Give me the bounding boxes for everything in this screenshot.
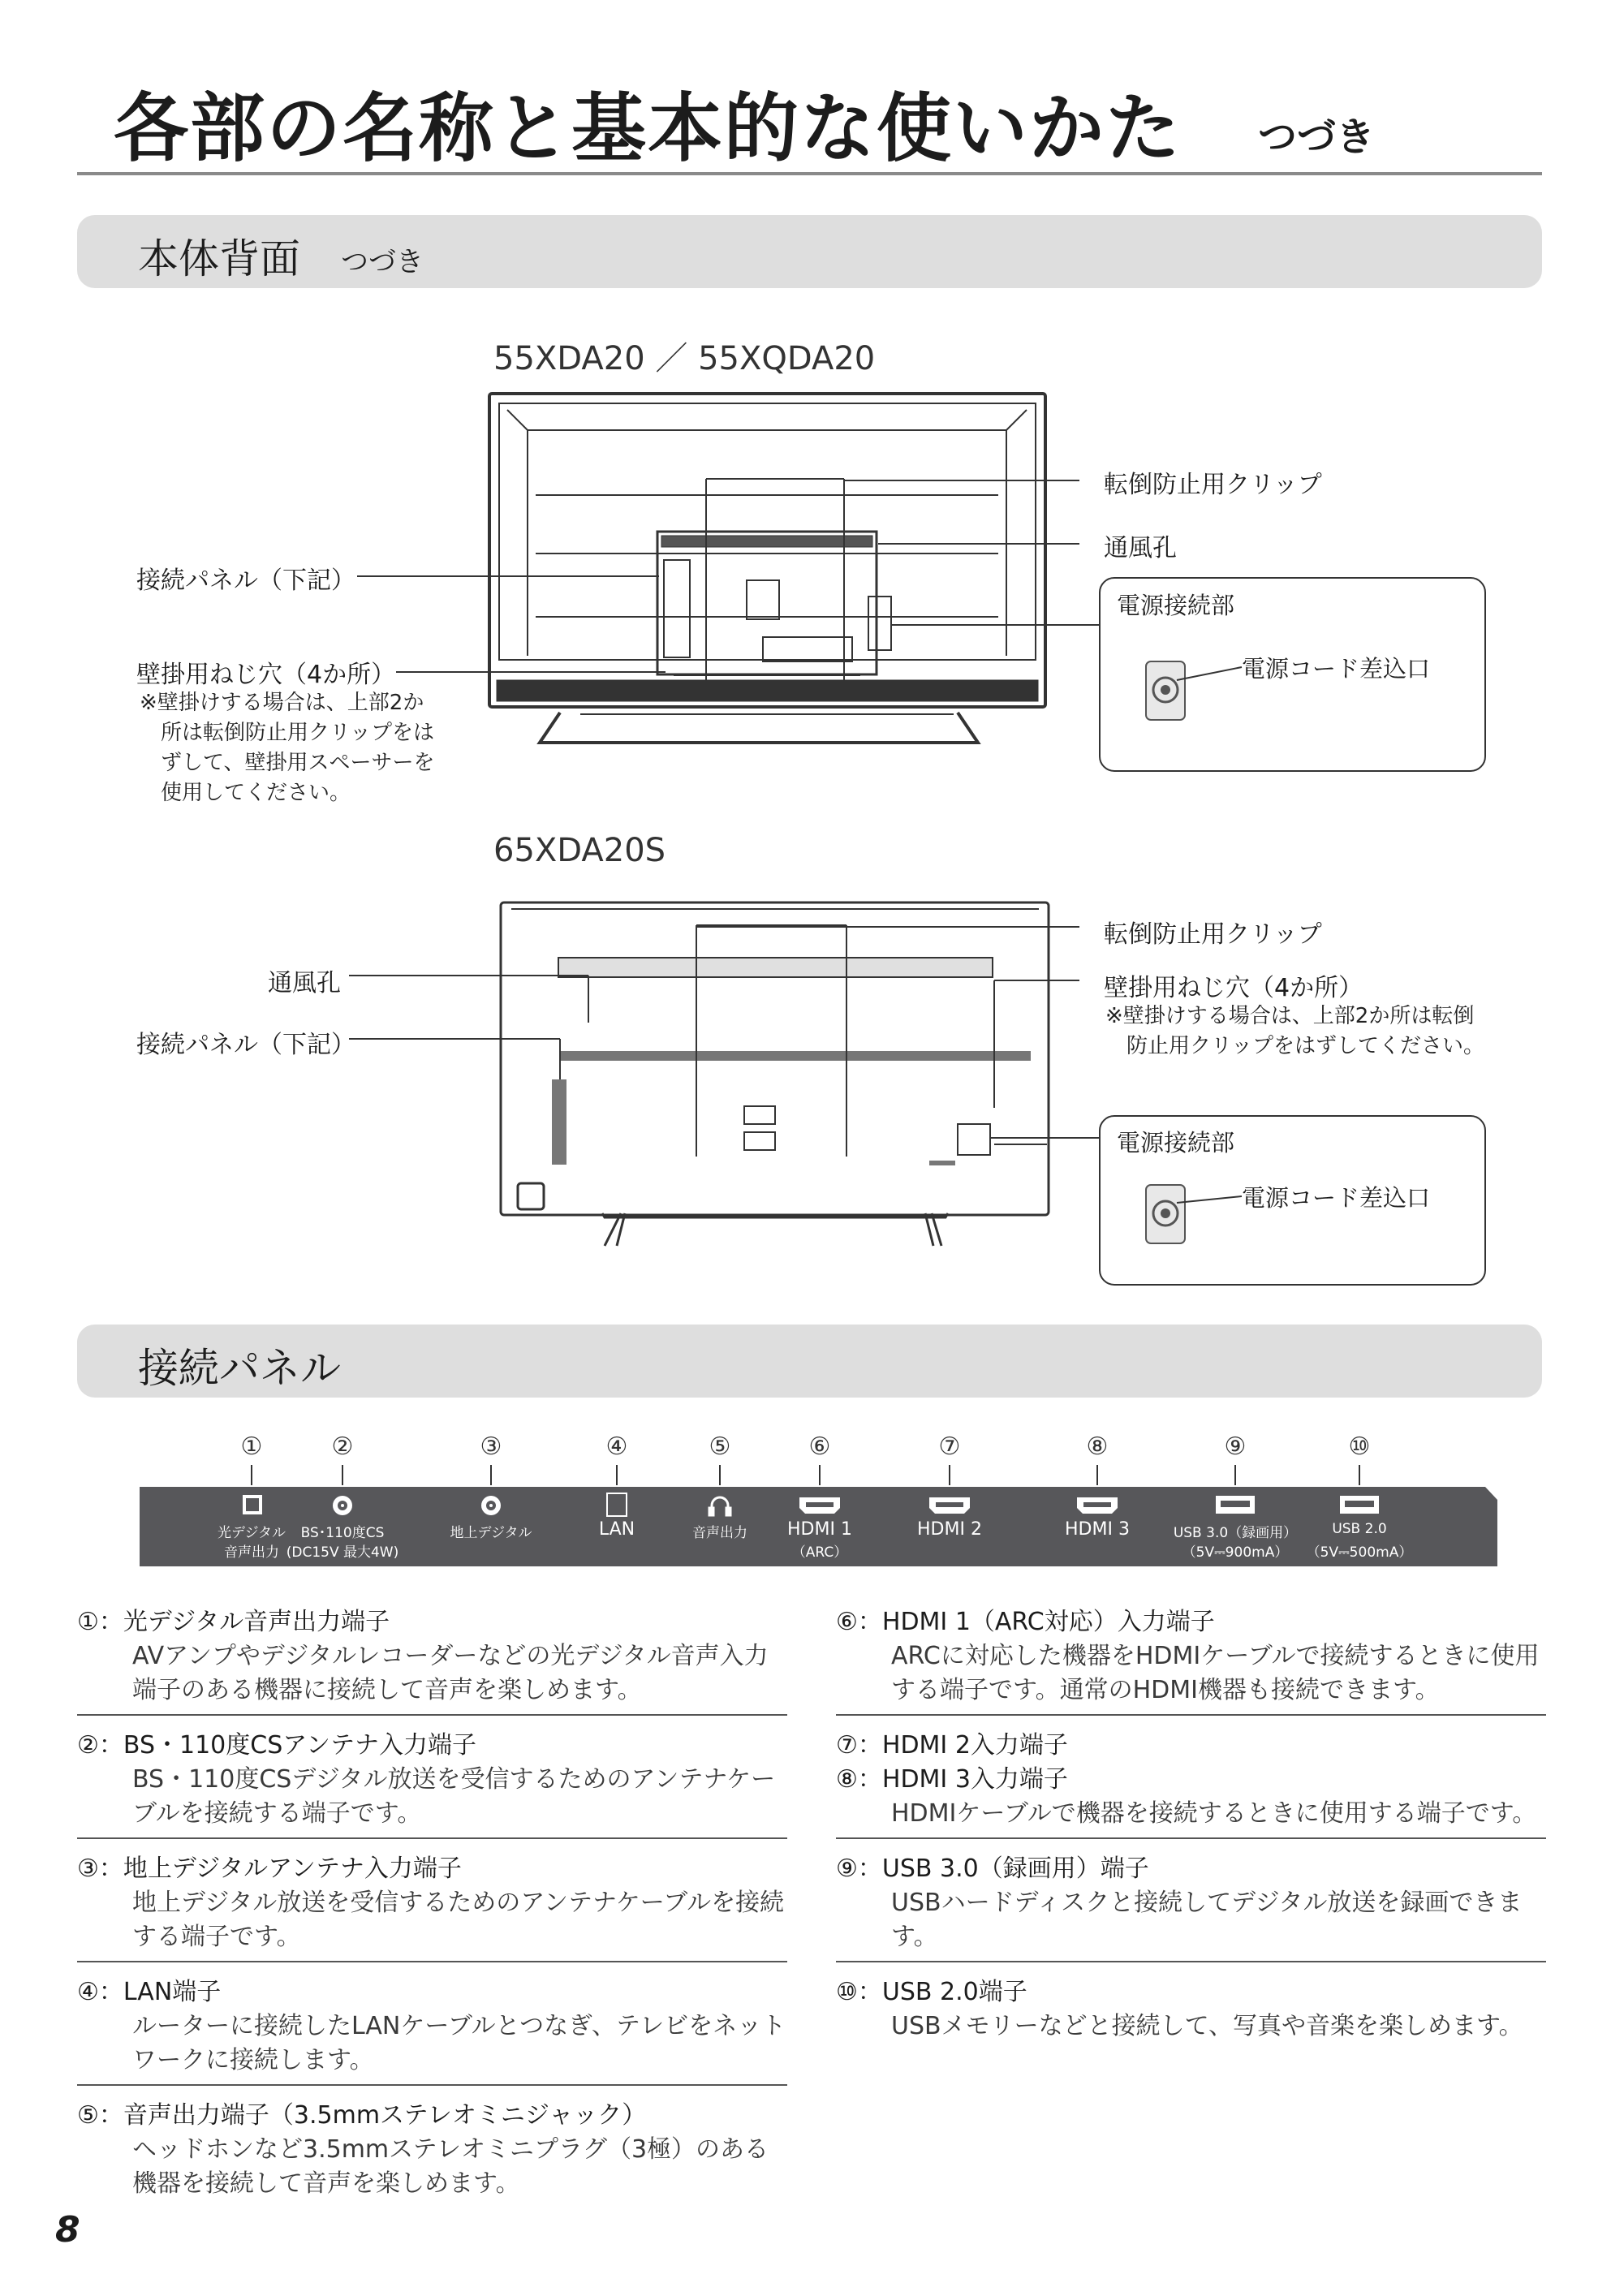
- port-label: USB 3.0（録画用）: [1173, 1525, 1298, 1541]
- label-clip-a: 転倒防止用クリップ: [1104, 471, 1322, 499]
- model-a-name: 55XDA20 ／ 55XQDA20: [493, 340, 876, 377]
- power-inlet-b: 電源コード差込口: [1242, 1184, 1431, 1212]
- description-body: ルーターに接続したLANケーブルとつなぎ、テレビをネットワークに接続します。: [132, 2012, 786, 2074]
- model-b-name: 65XDA20S: [493, 832, 666, 869]
- description-heading: ⑨：USB 3.0（録画用）端子: [836, 1854, 1149, 1883]
- port-number: ②: [331, 1432, 354, 1461]
- description-body: HDMIケーブルで機器を接続するときに使用する端子です。: [891, 1799, 1537, 1828]
- page-title-continued: つづき: [1258, 114, 1376, 160]
- port-number: ⑥: [808, 1432, 831, 1461]
- description-heading: ⑤：音声出力端子（3.5mmステレオミニジャック）: [77, 2101, 647, 2130]
- power-inlet-a: 電源コード差込口: [1242, 655, 1431, 683]
- port-label: HDMI 1: [787, 1519, 852, 1540]
- label-vent-b: 通風孔: [268, 969, 341, 997]
- description-heading: ④：LAN端子: [77, 1978, 222, 2006]
- description-heading: ②：BS・110度CSアンテナ入力端子: [77, 1731, 477, 1760]
- port-sublabel: 音声出力: [224, 1544, 279, 1561]
- port-label: HDMI 3: [1065, 1519, 1130, 1540]
- label-screw-a: 壁掛用ねじ穴（4か所）: [136, 661, 396, 689]
- label-panel-a: 接続パネル（下記）: [136, 566, 355, 595]
- description-body: USBハードディスクと接続してデジタル放送を録画できます。: [891, 1889, 1523, 1951]
- description-item: [836, 1975, 1546, 2044]
- label-clip-b: 転倒防止用クリップ: [1104, 920, 1322, 949]
- optical-square-icon: [243, 1496, 261, 1514]
- port-label: 光デジタル: [218, 1525, 286, 1541]
- description-item: [836, 1729, 1546, 1839]
- description-body: ヘッドホンなど3.5mmステレオミニプラグ（3極）のある機器を接続して音声を楽しめます。: [132, 2135, 769, 2198]
- page-title: 各部の名称と基本的な使いかた: [114, 85, 1182, 172]
- callouts-model-a: [357, 480, 1100, 672]
- description-body: USBメモリーなどと接続して、写真や音楽を楽しめます。: [891, 2012, 1523, 2040]
- descriptions-right: [836, 1605, 1546, 2057]
- section-title-panel: 接続パネル: [138, 1345, 341, 1392]
- hdmi-port-icon: [1077, 1497, 1118, 1514]
- description-item: [836, 1605, 1546, 1716]
- label-screw-b: 壁掛用ねじ穴（4か所）: [1104, 974, 1363, 1002]
- description-heading: ⑥：HDMI 1（ARC対応）入力端子: [836, 1608, 1215, 1636]
- description-divider: [77, 1837, 787, 1839]
- port-number: ③: [480, 1432, 502, 1461]
- port-sublabel: (DC15V 最大4W): [286, 1544, 399, 1561]
- power-title-b: 電源接続部: [1117, 1129, 1235, 1157]
- port-sublabel: （5V⎓500mA）: [1306, 1544, 1413, 1561]
- port-number: ⑧: [1086, 1432, 1109, 1461]
- description-heading: ①：光デジタル音声出力端子: [77, 1608, 390, 1636]
- port-number: ⑩: [1348, 1432, 1371, 1461]
- descriptions-left: [77, 1605, 787, 2214]
- port-label: HDMI 2: [917, 1519, 982, 1540]
- description-divider: [836, 1837, 1546, 1839]
- description-item: [77, 2099, 787, 2201]
- usb-port-icon: [1216, 1496, 1255, 1514]
- section-band-panel: [77, 1325, 1542, 1398]
- port-label: USB 2.0: [1332, 1521, 1387, 1537]
- port-leader-lines: [252, 1465, 1359, 1485]
- port-sublabel: （ARC）: [791, 1544, 848, 1561]
- hdmi-port-icon: [799, 1497, 840, 1514]
- label-panel-b: 接続パネル（下記）: [136, 1031, 355, 1059]
- description-heading: ③：地上デジタルアンテナ入力端子: [77, 1854, 462, 1883]
- port-number: ⑦: [938, 1432, 961, 1461]
- port-sublabel: （5V⎓900mA）: [1182, 1544, 1289, 1561]
- description-item: [77, 1605, 787, 1716]
- description-body: BS・110度CSデジタル放送を受信するためのアンテナケーブルを接続する端子です。: [132, 1765, 776, 1828]
- port-label: 地上デジタル: [450, 1525, 532, 1541]
- description-item: [836, 1852, 1546, 1962]
- port-label: 音声出力: [692, 1525, 747, 1541]
- port-number: ⑨: [1224, 1432, 1247, 1461]
- label-vent-a: 通風孔: [1104, 534, 1177, 562]
- port-label: BS･110度CS: [300, 1525, 385, 1541]
- page-number: 8: [55, 2209, 80, 2251]
- description-body: ARCに対応した機器をHDMIケーブルで接続するときに使用する端子です。通常のHDMI機器も接続できます。: [891, 1642, 1540, 1704]
- description-body: AVアンプやデジタルレコーダーなどの光デジタル音声入力端子のある機器に接続して音声を楽しめます。: [132, 1642, 769, 1704]
- coax-jack-icon: [333, 1496, 352, 1515]
- screw-note-a: ※壁掛けする場合は、上部2か 所は転倒防止用クリップをは ずして、壁掛用スペーサーを 使用してください。: [140, 691, 435, 805]
- description-divider: [836, 1714, 1546, 1716]
- port-label: LAN: [598, 1519, 635, 1540]
- port-number: ①: [240, 1432, 263, 1461]
- description-item: [77, 1729, 787, 1839]
- hdmi-port-icon: [929, 1497, 970, 1514]
- description-item: [77, 1975, 787, 2086]
- screw-note-b: ※壁掛けする場合は、上部2か所は転倒 防止用クリップをはずしてください。: [1105, 1004, 1484, 1058]
- description-body: 地上デジタル放送を受信するためのアンテナケーブルを接続する端子です。: [132, 1889, 785, 1951]
- description-heading: ⑩：USB 2.0端子: [836, 1978, 1027, 2006]
- coax-jack-icon: [481, 1496, 501, 1515]
- description-divider: [836, 1961, 1546, 1962]
- power-title-a: 電源接続部: [1117, 592, 1235, 619]
- port-number: ④: [605, 1432, 628, 1461]
- description-item: [77, 1852, 787, 1962]
- tv-back-model-b: [501, 902, 1049, 1246]
- description-heading: ⑧：HDMI 3入力端子: [836, 1765, 1068, 1794]
- description-divider: [77, 1714, 787, 1716]
- section-sub-rear: つづき: [341, 246, 424, 278]
- tv-back-model-a: [489, 394, 1045, 743]
- description-divider: [77, 2084, 787, 2086]
- description-divider: [77, 1961, 787, 1962]
- usb-port-icon: [1340, 1496, 1379, 1514]
- description-heading: ⑦：HDMI 2入力端子: [836, 1731, 1068, 1760]
- port-number: ⑤: [709, 1432, 731, 1461]
- section-title-rear: 本体背面: [138, 235, 300, 282]
